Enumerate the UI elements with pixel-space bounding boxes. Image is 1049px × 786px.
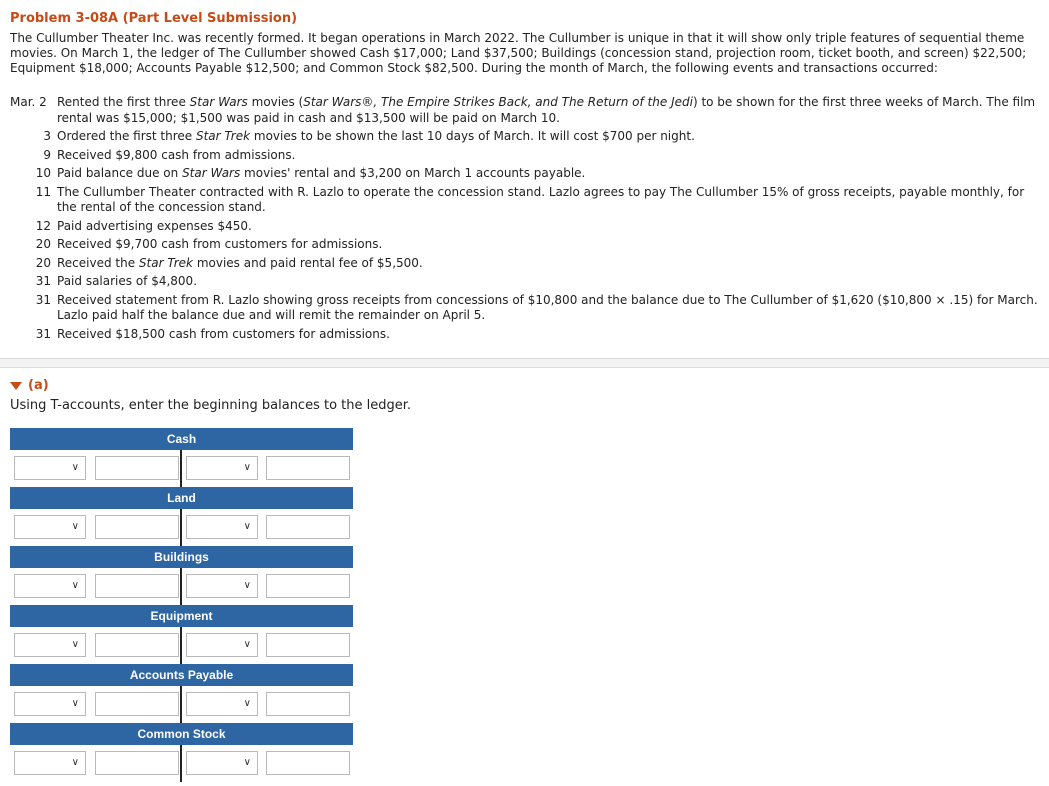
event-date: 11 <box>35 184 51 199</box>
event-text-italic: Star Trek <box>138 255 194 270</box>
event-date: 31 <box>35 326 51 341</box>
event-text-part: The Cullumber Theater contracted with R. Lazlo to operate the concession stand. Lazlo agrees to pay The Cullumber 15% of gross receipts, payable monthly, for the rental of the concession stand. <box>57 184 1025 214</box>
t-account-title: Cash <box>10 428 353 450</box>
chevron-down-icon: ∨ <box>71 757 79 768</box>
debit-account-select[interactable] <box>14 574 86 598</box>
t-account-body <box>10 627 353 664</box>
t-account-title: Common Stock <box>10 723 353 745</box>
event-text-part: Paid advertising expenses $450. <box>57 218 252 233</box>
event-row <box>10 219 1040 235</box>
chevron-down-icon: ∨ <box>71 698 79 709</box>
event-row <box>10 166 1040 182</box>
chevron-down-icon: ∨ <box>71 521 79 532</box>
credit-account-select[interactable] <box>186 751 258 775</box>
problem-title: Problem 3-08A (Part Level Submission) <box>10 11 298 26</box>
event-text-italic: Star Trek <box>195 129 251 143</box>
credit-amount-input[interactable] <box>266 692 350 716</box>
event-row <box>10 274 1040 290</box>
chevron-down-icon: ∨ <box>71 580 79 591</box>
event-text-part: Received statement from R. Lazlo showing gross receipts from concessions of $10,800 and the balance due to The Cullumber of $1,620 ($10,800 × .15) for March. Lazlo paid half the balance due and will remit the remainder on April 5. <box>57 292 1038 322</box>
event-text <box>57 237 1040 253</box>
t-account <box>10 664 353 723</box>
event-text-italic: Star Wars <box>189 95 248 109</box>
credit-account-select[interactable] <box>186 692 258 716</box>
event-text-part: Rented the first three <box>57 95 190 109</box>
credit-account-select[interactable] <box>186 456 258 480</box>
chevron-down-icon: ∨ <box>243 462 251 473</box>
event-row <box>10 293 1040 324</box>
t-account <box>10 487 353 546</box>
event-date: 9 <box>43 147 51 162</box>
event-text-part: Ordered the first three <box>57 129 196 143</box>
t-account-body <box>10 509 353 546</box>
event-text <box>57 256 1040 272</box>
part-a-instruction: Using T-accounts, enter the beginning balances to the ledger. <box>10 398 412 413</box>
t-account-body <box>10 568 353 605</box>
debit-amount-input[interactable] <box>95 633 179 657</box>
part-a-toggle[interactable] <box>10 378 49 393</box>
t-account-divider <box>180 686 182 723</box>
t-account <box>10 546 353 605</box>
event-row <box>10 95 1040 126</box>
chevron-down-icon: ∨ <box>243 639 251 650</box>
t-account-divider <box>180 509 182 546</box>
credit-amount-input[interactable] <box>266 574 350 598</box>
t-account-divider <box>180 450 182 487</box>
event-text <box>57 166 1040 182</box>
event-text-part: Received $18,500 cash from customers for admissions. <box>57 326 390 341</box>
credit-account-select[interactable] <box>186 515 258 539</box>
event-text-italic: Star Wars <box>182 166 241 180</box>
event-text-part: Received the <box>57 255 139 270</box>
credit-account-select[interactable] <box>186 633 258 657</box>
t-account-divider <box>180 568 182 605</box>
event-text-part: movies' rental and $3,200 on March 1 accounts payable. <box>240 166 586 180</box>
t-account-body <box>10 450 353 487</box>
collapse-triangle-icon <box>10 382 22 390</box>
event-row <box>10 256 1040 272</box>
event-text-part: movies ( <box>247 95 304 109</box>
t-account-title: Accounts Payable <box>10 664 353 686</box>
t-account-body <box>10 745 353 782</box>
t-account-body <box>10 686 353 723</box>
t-account-divider <box>180 627 182 664</box>
debit-amount-input[interactable] <box>95 574 179 598</box>
event-row <box>10 129 1040 145</box>
event-row <box>10 185 1040 216</box>
event-date: Mar. 2 <box>10 95 47 109</box>
event-text-part: Received $9,700 cash from customers for admissions. <box>57 237 383 251</box>
event-text <box>57 185 1040 216</box>
t-account-title: Land <box>10 487 353 509</box>
debit-account-select[interactable] <box>14 751 86 775</box>
debit-amount-input[interactable] <box>95 692 179 716</box>
debit-account-select[interactable] <box>14 515 86 539</box>
events-list <box>10 95 1040 345</box>
event-text <box>57 219 1040 235</box>
event-date: 3 <box>43 129 51 143</box>
event-date: 12 <box>35 218 51 233</box>
event-text <box>57 95 1040 126</box>
t-account-title: Buildings <box>10 546 353 568</box>
event-text-part: Paid salaries of $4,800. <box>57 274 198 288</box>
debit-amount-input[interactable] <box>95 515 179 539</box>
chevron-down-icon: ∨ <box>71 462 79 473</box>
debit-account-select[interactable] <box>14 633 86 657</box>
event-text-part: Received $9,800 cash from admissions. <box>57 147 296 162</box>
chevron-down-icon: ∨ <box>71 639 79 650</box>
problem-intro: The Cullumber Theater Inc. was recently formed. It began operations in March 2022. The Cullumber is unique in that it will show only triple features of sequential theme movies. On March 1, the ledger of The Cullumber showed Cash $17,000; Land $37,500; Buildings (concession stand, projection room, ticket booth, and screen) $22,500; Equipment $18,000; Accounts Payable $12,500; and Common Stock $82,500. During the month of March, the following events and transactions occurred: <box>10 31 1027 75</box>
event-text <box>57 148 1040 164</box>
credit-amount-input[interactable] <box>266 456 350 480</box>
t-account-divider <box>180 745 182 782</box>
t-account <box>10 605 353 664</box>
event-row <box>10 148 1040 164</box>
event-text-part: movies to be shown the last 10 days of March. It will cost $700 per night. <box>250 129 695 143</box>
event-date: 20 <box>35 237 51 251</box>
event-row <box>10 237 1040 253</box>
event-text-italic: Star Wars®, The Empire Strikes Back, and The Return of the Jedi <box>303 95 693 109</box>
event-date: 20 <box>35 255 51 270</box>
debit-account-select[interactable] <box>14 692 86 716</box>
event-date: 31 <box>35 274 51 288</box>
chevron-down-icon: ∨ <box>243 580 251 591</box>
chevron-down-icon: ∨ <box>243 521 251 532</box>
credit-amount-input[interactable] <box>266 751 350 775</box>
chevron-down-icon: ∨ <box>243 757 251 768</box>
credit-amount-input[interactable] <box>266 515 350 539</box>
event-date: 31 <box>35 292 51 307</box>
event-text <box>57 293 1040 324</box>
event-text <box>57 129 1040 145</box>
debit-amount-input[interactable] <box>95 751 179 775</box>
section-divider <box>0 358 1049 368</box>
chevron-down-icon: ∨ <box>243 698 251 709</box>
t-account-title: Equipment <box>10 605 353 627</box>
event-date: 10 <box>35 166 51 180</box>
event-text-part: movies and paid rental fee of $5,500. <box>193 255 423 270</box>
credit-account-select[interactable] <box>186 574 258 598</box>
debit-amount-input[interactable] <box>95 456 179 480</box>
event-text <box>57 274 1040 290</box>
event-row <box>10 327 1040 343</box>
event-text-part: ) to be shown for the first three weeks of March. The film rental was $15,000; $1,500 was paid in cash and $13,500 will be paid on March 10. <box>57 95 1036 125</box>
part-a-label: (a) <box>28 378 49 393</box>
t-account <box>10 723 353 782</box>
event-text-part: Paid balance due on <box>57 166 183 180</box>
event-text <box>57 327 1040 343</box>
t-account <box>10 428 353 487</box>
debit-account-select[interactable] <box>14 456 86 480</box>
credit-amount-input[interactable] <box>266 633 350 657</box>
